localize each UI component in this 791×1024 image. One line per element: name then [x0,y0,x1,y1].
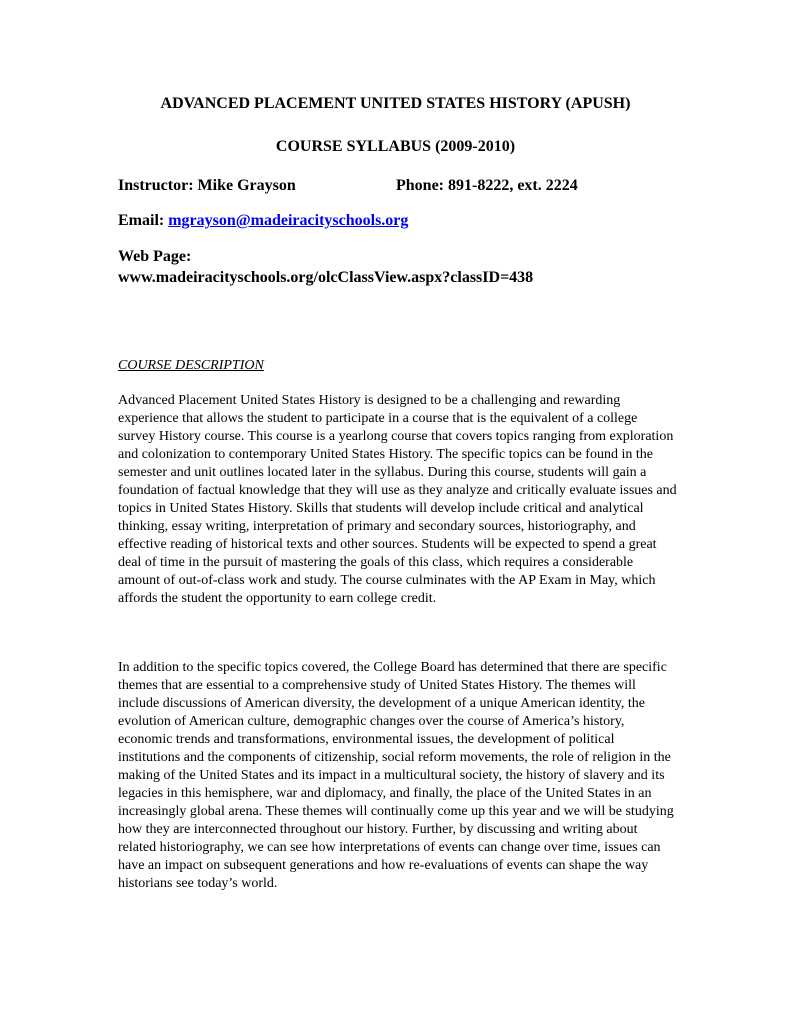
document-subtitle: COURSE SYLLABUS (2009-2010) [275,138,516,155]
instructor-phone: Phone: 891-8222, ext. 2224 [396,177,578,194]
course-description-paragraph: Advanced Placement United States History is designed to be a challenging and rewarding experience that allows the student to participate in a course that is the equivalent of a college survey History course. This course is a yearlong course that covers topics ranging from exploration and colonization to contemporary United States History. The specific topics can be found in the semester and unit outlines located later in the syllabus. During this course, students will gain a foundation of factual knowledge that they will use as they analyze and critically evaluate issues and topics in United States History. Skills that students will develop include critical and analytical thinking, essay writing, interpretation of primary and secondary sources, historiography, and effective reading of historical texts and other sources. Students will be expected to spend a great deal of time in the pursuit of mastering the goals of this class, which requires a considerable amount of out-of-class work and study. The course culminates with the AP Exam in May, which affords the student the opportunity to earn college credit. [118,393,677,606]
email-label: Email: [118,212,169,229]
course-description-heading: COURSE DESCRIPTION [118,358,264,373]
web-page-url: www.madeiracityschools.org/olcClassView.aspx?classID=438 [118,269,534,286]
course-themes-paragraph: In addition to the specific topics covered, the College Board has determined that there are specific themes that are essential to a comprehensive study of United States History. The themes will include discussions of American diversity, the development of a unique American identity, the evolution of American culture, demographic changes over the course of America’s history, economic trends and transformations, environmental issues, the development of political institutions and the components of citizenship, social reform movements, the role of religion in the making of the United States and its impact in a multicultural society, the history of slavery and its legacies in this hemisphere, war and diplomacy, and finally, the place of the United States in an increasingly global arena. These themes will continually come up this year and we will be studying how they are interconnected throughout our history. Further, by discussing and writing about related historiography, we can see how interpretations of events can change over time, issues can have an impact on subsequent generations and how re-evaluations of events can shape the way historians see today’s world. [118,660,674,891]
document-title: ADVANCED PLACEMENT UNITED STATES HISTORY (APUSH) [160,95,631,112]
web-page-label: Web Page: [118,248,192,265]
email-link[interactable]: mgrayson@madeiracityschools.org [168,212,409,229]
email-line [118,211,408,231]
instructor-name: Instructor: Mike Grayson [118,177,296,194]
